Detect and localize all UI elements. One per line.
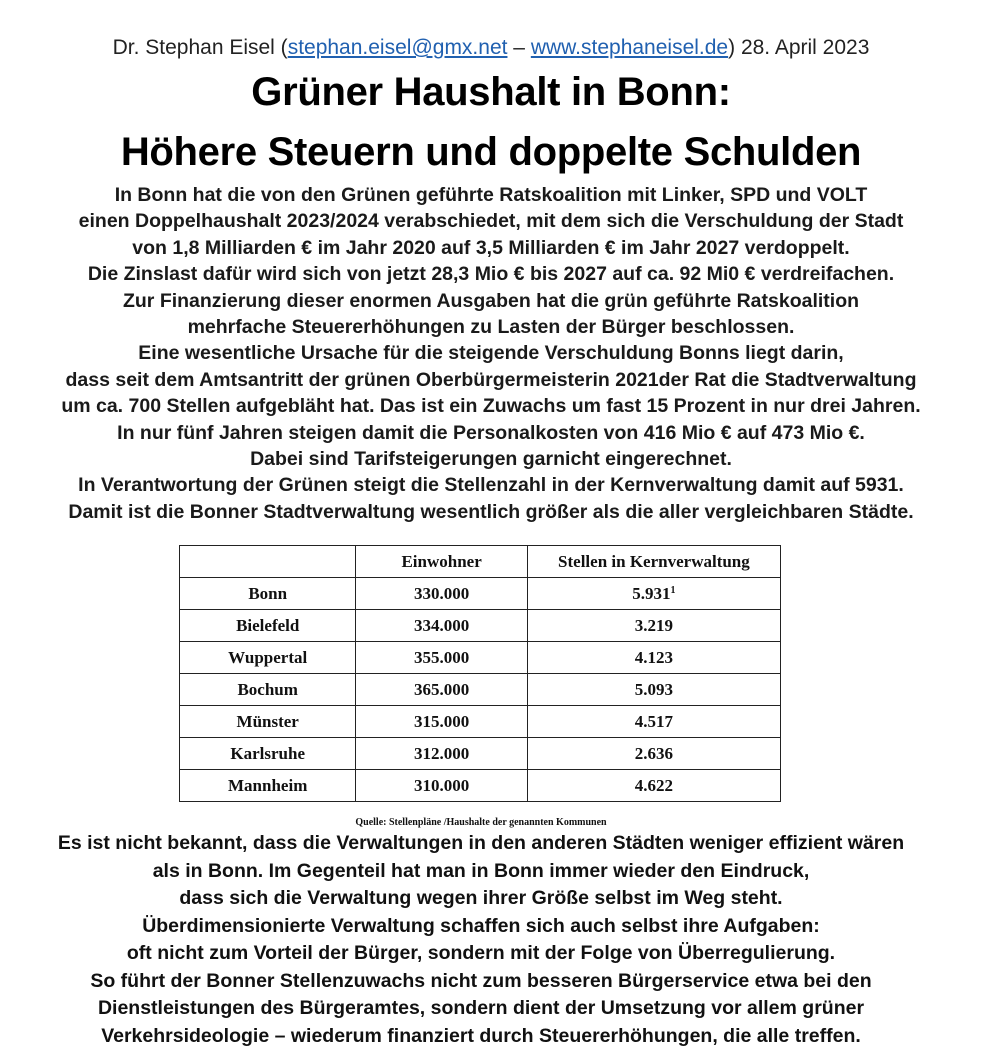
header-dash: – <box>507 36 531 59</box>
author-name: Dr. Stephan Eisel ( <box>112 36 288 59</box>
intro-text <box>0 182 982 525</box>
population-cell: 365.000 <box>356 674 527 706</box>
title-line-2: Höhere Steuern und doppelte Schulden <box>120 130 862 174</box>
header-date: ) 28. April 2023 <box>728 36 870 59</box>
population-cell: 315.000 <box>356 706 527 738</box>
intro-line: Zur Finanzierung dieser enormen Ausgaben hat die grün geführte Ratskoalition <box>122 289 860 312</box>
table-row <box>180 642 781 674</box>
outro-line: Überdimensionierte Verwaltung schaffen sich auch selbst ihre Aufgaben: <box>142 914 820 937</box>
intro-line: In Verantwortung der Grünen steigt die Stellenzahl in der Kernverwaltung damit auf 5931. <box>78 474 904 497</box>
intro-line: von 1,8 Milliarden € im Jahr 2020 auf 3,5 Milliarden € im Jahr 2027 verdoppelt. <box>132 236 850 259</box>
city-cell: Bonn <box>180 578 356 610</box>
header-cell-population: Einwohner <box>356 546 527 578</box>
population-cell: 334.000 <box>356 610 527 642</box>
positions-cell: 4.123 <box>527 642 780 674</box>
positions-cell: 4.622 <box>527 770 780 802</box>
table-row <box>180 578 781 610</box>
positions-cell: 5.093 <box>527 674 780 706</box>
outro-line: So führt der Bonner Stellenzuwachs nicht zum besseren Bürgerservice etwa bei den <box>90 969 872 992</box>
outro-line: Dienstleistungen des Bürgeramtes, sondern dient der Umsetzung vor allem grüner <box>97 997 865 1019</box>
city-cell: Wuppertal <box>180 642 356 674</box>
table-row <box>180 706 781 738</box>
table-source-note: Quelle: Stellenpläne /Haushalte der genannten Kommunen <box>355 817 607 828</box>
population-cell: 312.000 <box>356 738 527 770</box>
table-row <box>180 674 781 706</box>
outro-text <box>0 830 962 1050</box>
intro-line: Damit ist die Bonner Stadtverwaltung wesentlich größer als die aller vergleichbaren Städte. <box>68 500 914 523</box>
city-cell: Münster <box>180 706 356 738</box>
population-cell: 355.000 <box>356 642 527 674</box>
intro-line: mehrfache Steuererhöhungen zu Lasten der Bürger beschlossen. <box>187 316 795 339</box>
positions-cell: 2.636 <box>527 738 780 770</box>
outro-line: dass sich die Verwaltung wegen ihrer Größe selbst im Weg steht. <box>179 887 783 909</box>
title-line-1: Grüner Haushalt in Bonn: <box>251 70 731 114</box>
intro-line: Eine wesentliche Ursache für die steigende Verschuldung Bonns liegt darin, <box>138 342 844 365</box>
positions-value: 5.931 <box>632 583 671 603</box>
website-link[interactable]: www.stephaneisel.de <box>530 36 729 59</box>
city-cell: Mannheim <box>180 770 356 802</box>
email-link[interactable]: stephan.eisel@gmx.net <box>287 36 508 59</box>
intro-line: In nur fünf Jahren steigen damit die Personalkosten von 416 Mio € auf 473 Mio €. <box>117 421 865 444</box>
city-cell: Karlsruhe <box>180 738 356 770</box>
author-line <box>0 36 982 60</box>
population-cell: 310.000 <box>356 770 527 802</box>
city-cell: Bielefeld <box>180 610 356 642</box>
population-cell: 330.000 <box>356 578 527 610</box>
table-row <box>180 610 781 642</box>
staff-comparison-table <box>179 545 781 802</box>
intro-line: Dabei sind Tarifsteigerungen garnicht eingerechnet. <box>250 448 732 471</box>
intro-line: Die Zinslast dafür wird sich von jetzt 28,3 Mio € bis 2027 auf ca. 92 Mi0 € verdreifachen. <box>87 263 895 286</box>
header-cell-positions: Stellen in Kernverwaltung <box>527 546 780 578</box>
table-row <box>180 738 781 770</box>
city-cell: Bochum <box>180 674 356 706</box>
intro-line: einen Doppelhaushalt 2023/2024 verabschiedet, mit dem sich die Verschuldung der Stadt <box>78 210 904 233</box>
footnote-mark: 1 <box>670 584 676 596</box>
positions-cell <box>527 578 780 610</box>
positions-cell: 3.219 <box>527 610 780 642</box>
positions-cell: 4.517 <box>527 706 780 738</box>
header-cell-city <box>180 546 356 578</box>
outro-line: Es ist nicht bekannt, dass die Verwaltungen in den anderen Städten weniger effizient wären <box>57 832 905 854</box>
outro-line: oft nicht zum Vorteil der Bürger, sondern mit der Folge von Überregulierung. <box>126 942 836 964</box>
outro-line: als in Bonn. Im Gegenteil hat man in Bonn immer wieder den Eindruck, <box>152 859 810 882</box>
table-header-row <box>180 546 781 578</box>
table-row <box>180 770 781 802</box>
outro-line: Verkehrsideologie – wiederum finanziert durch Steuererhöhungen, die alle treffen. <box>101 1024 861 1047</box>
intro-line: dass seit dem Amtsantritt der grünen Oberbürgermeisterin 2021der Rat die Stadtverwaltung <box>65 368 917 391</box>
intro-line: um ca. 700 Stellen aufgebläht hat. Das ist ein Zuwachs um fast 15 Prozent in nur drei Jahren. <box>61 395 921 418</box>
intro-line: In Bonn hat die von den Grünen geführte Ratskoalition mit Linker, SPD und VOLT <box>114 184 868 206</box>
